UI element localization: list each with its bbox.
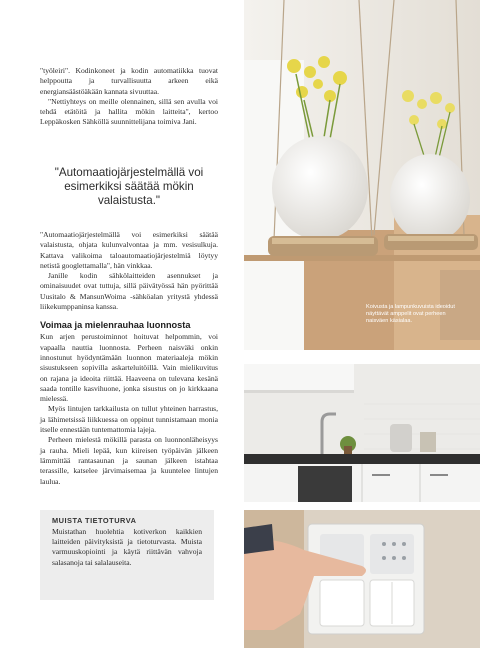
- intro-section: [40, 66, 218, 128]
- section-paragraph: Kun arjen perustoiminnot hoituvat helpommin, voi vapaalla nauttia luonnosta. Perheen naisväki onkin innostunut hyödyntämään luonnon materiaaleja mökin sisustukseen sopivilla askarteluitöillä. Vain mielikuvitus on rajana ja ideoita riittää. Haaveena on tulevana kesänä saada tontille kasvihuone, jonka sisustus on jo kirkkaana mielessä.: [40, 332, 218, 404]
- info-box-title: MUISTA TIETOTURVA: [52, 516, 137, 525]
- hanging-planters-photo: [244, 0, 480, 350]
- pull-quote: "Automaatiojärjestelmällä voi esimerkiksi säätää mökin valaistusta.": [54, 166, 204, 207]
- section-heading: Voimaa ja mielenrauhaa luonnosta: [40, 320, 191, 331]
- section-paragraph: Perheen mielestä mökillä parasta on luonnonläheisyys ja rauha. Mieli lepää, kun kiireisen työpäivän jälkeen lämmittää rantasaunan ja saunan jälkeen istahtaa terassille, katselee järvimaisemaa ja kuuntelee lintujen laulua.: [40, 435, 218, 486]
- intro-paragraph: "työleiri". Kodinkoneet ja kodin automatiikka tuovat helppoutta ja turvallisuutta arkeen eikä energiansäästöäkään kannata sivuuttaa.: [40, 66, 218, 96]
- smart-panel-photo: [244, 510, 480, 648]
- section-paragraph: Myös lintujen tarkkailusta on tullut yhteinen harrastus, ja lähimetsissä liikkuessa on oppinut tunnistamaan monia itselle ennestään tuntemattomia lajeja.: [40, 404, 218, 435]
- body-section: [40, 230, 218, 487]
- body-paragraph: "Automaatiojärjestelmällä voi esimerkiksi säätää valaistusta, ohjata kulunvalvontaa ja mm. vesisulkuja. Kattava valikoima taloautomaatiojärjestelmiä löytyy netistä googlettamalla", hän vinkkaa.: [40, 230, 218, 270]
- info-box: [40, 510, 214, 600]
- body-paragraph: Janille kodin sähkölaitteiden asennukset ja ominaisuudet ovat tuttuja, sillä päivätyössä hän pyörittää Uusitalo & MansunWoima -sähköalan yritystä yhdessä liikekumppaninsa kanssa.: [40, 271, 218, 312]
- photo-caption: Koivusta ja lampunkuvuista ideoidut näyttävät amppelit ovat perheen naisväen käsialaa.: [366, 304, 455, 324]
- kitchen-photo: [244, 364, 480, 502]
- intro-paragraph: "Nettiyhteys on meille olennainen, sillä sen avulla voi tehdä etätöitä ja hallita mökin laitteita", kertoo Leppäkosken Sähköllä suunnittelijana toimiva Jani.: [40, 96, 218, 127]
- info-box-text: Muistathan huolehtia kotiverkon kaikkien laitteiden päivityksistä ja tietoturvasta. Muista varmuuskopiointi ja käytä riittävän vahvoja salasanoja tai salalauseita.: [52, 527, 202, 567]
